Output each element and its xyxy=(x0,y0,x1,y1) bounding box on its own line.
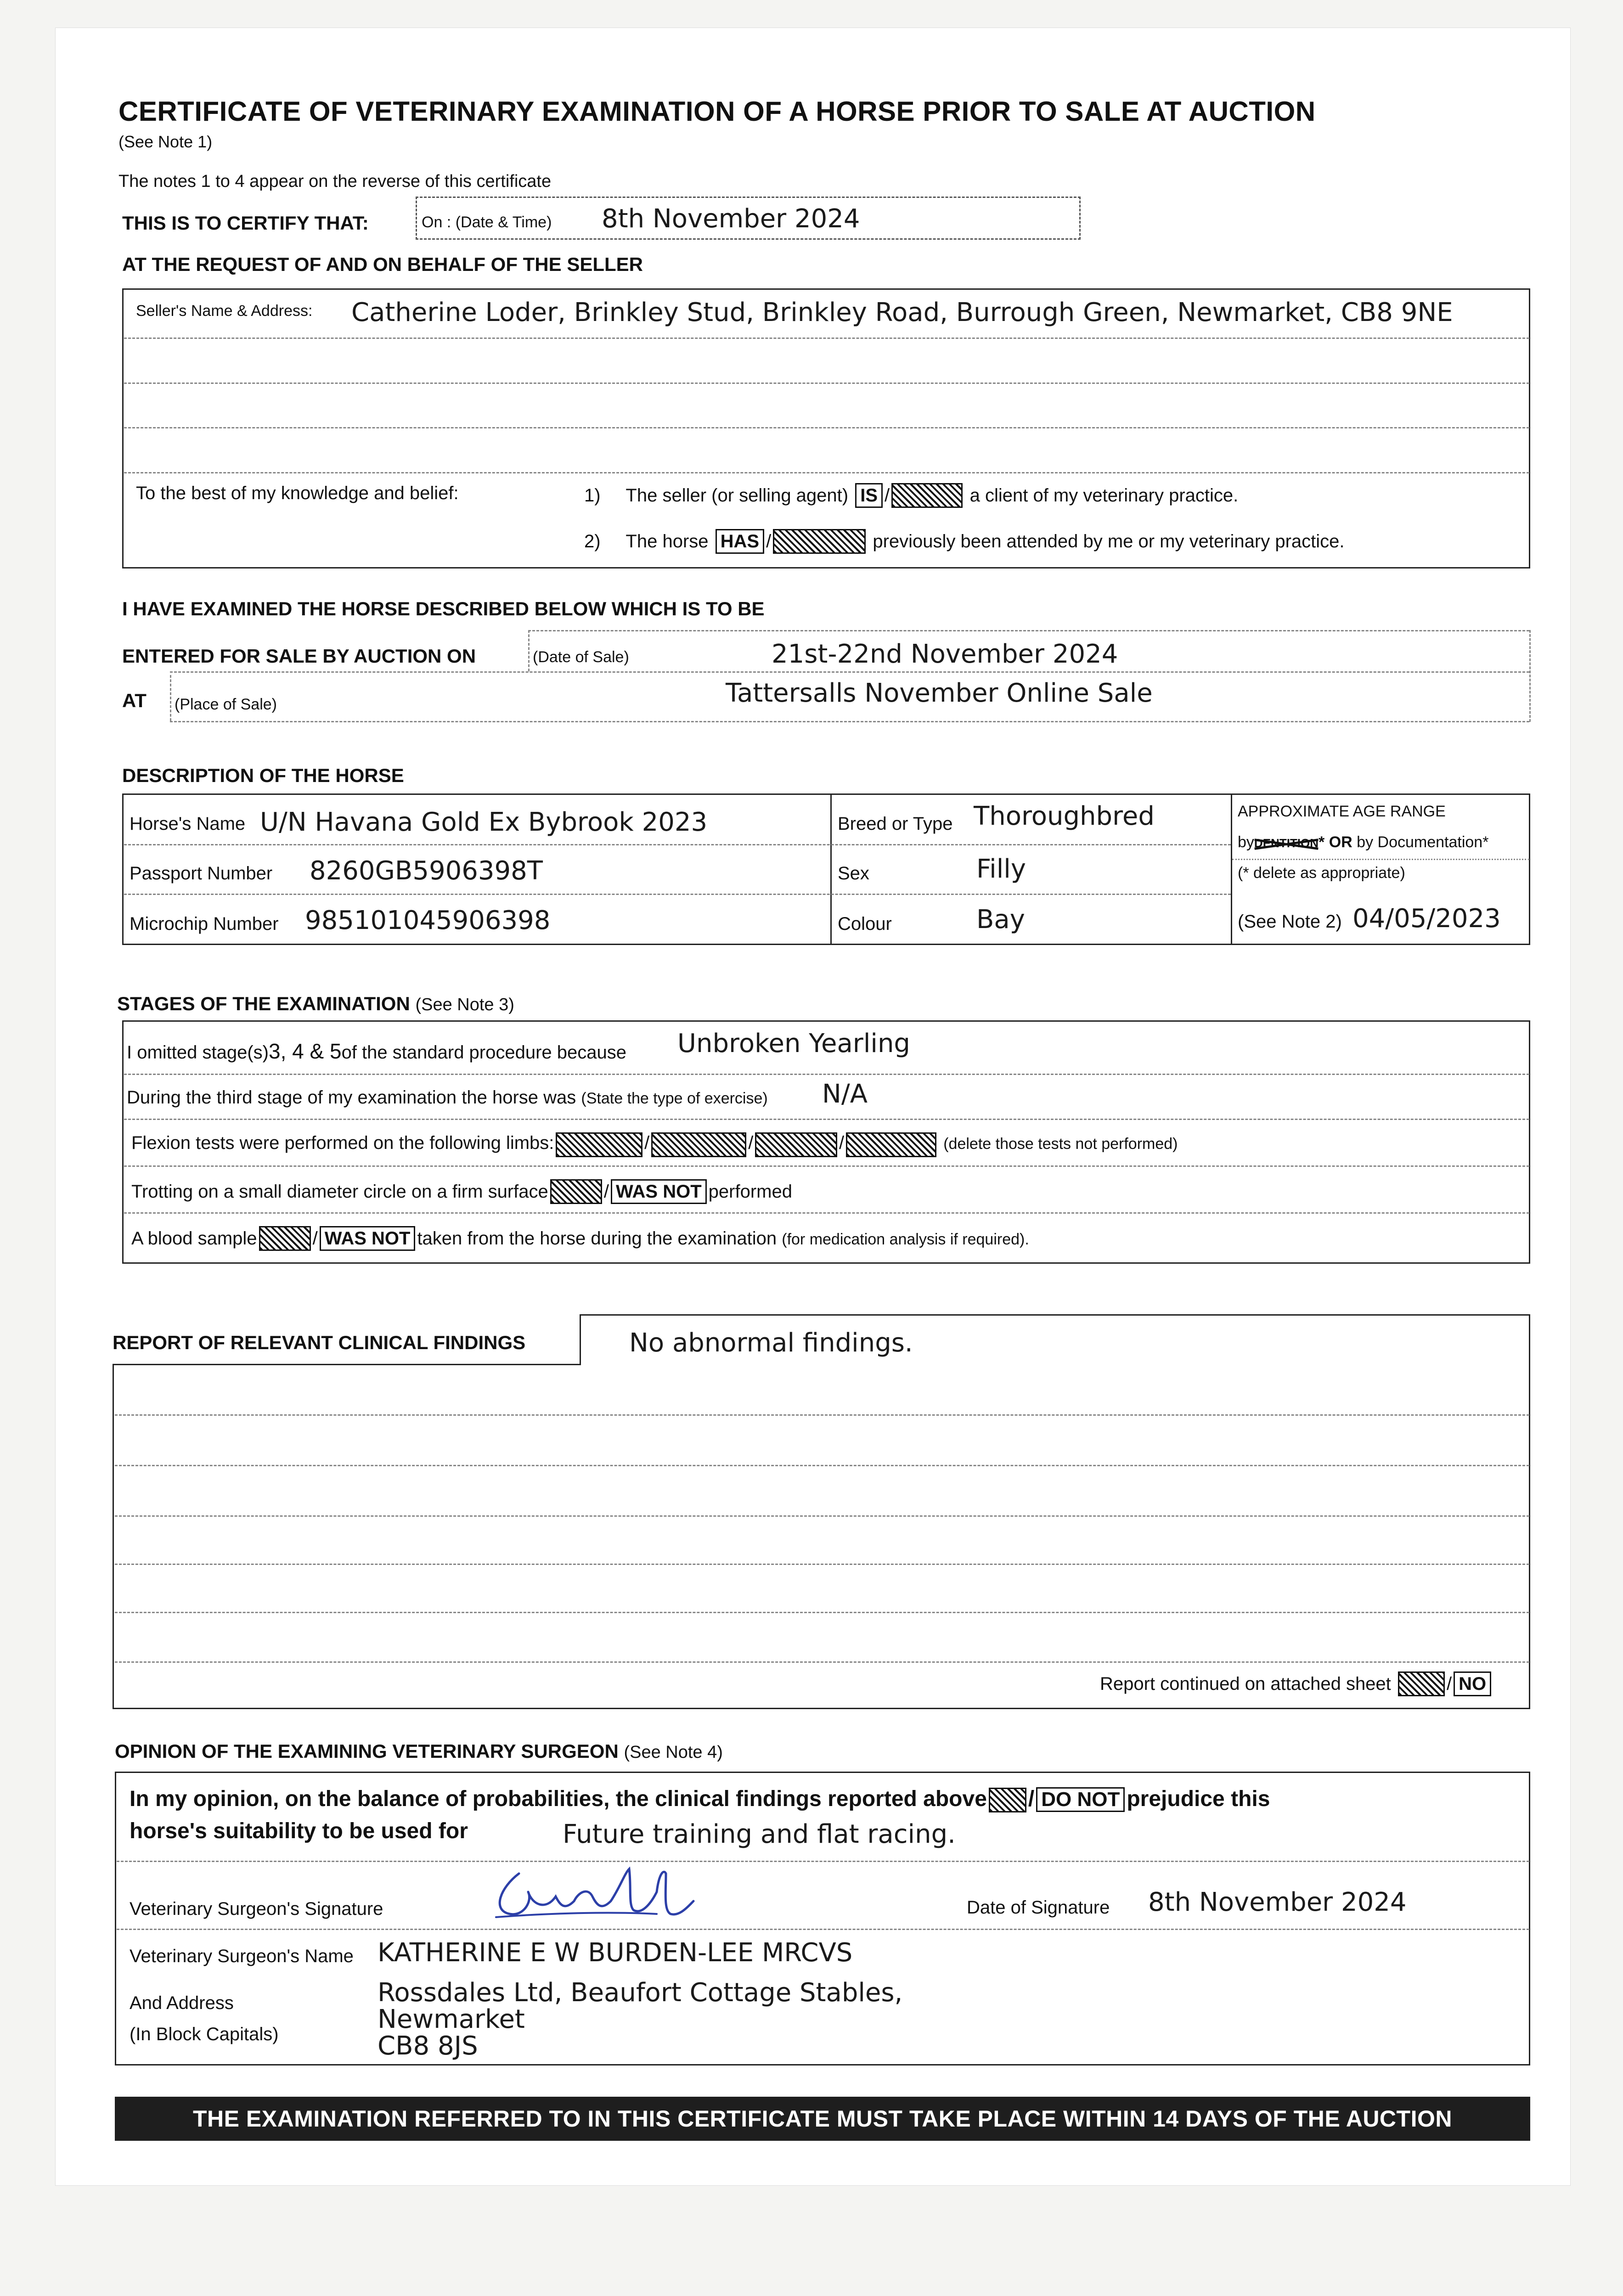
certify-label: THIS IS TO CERTIFY THAT: xyxy=(122,212,369,234)
report-line-2 xyxy=(115,1465,1529,1466)
stages-heading-text: STAGES OF THE EXAMINATION xyxy=(117,993,410,1014)
place-divider xyxy=(170,675,171,721)
microchip-label: Microchip Number xyxy=(130,914,279,934)
sex-label: Sex xyxy=(838,863,869,884)
statement-1-text: The seller (or selling agent) xyxy=(626,485,849,506)
omitted-row xyxy=(127,1039,626,1064)
seller-line-1 xyxy=(124,338,1529,339)
horse-name-value: U/N Havana Gold Ex Bybrook 2023 xyxy=(260,807,708,837)
opinion-do-not[interactable]: DO NOT xyxy=(1036,1787,1125,1812)
flexion-right-fore-struck[interactable] xyxy=(651,1132,746,1157)
horse-row-2 xyxy=(124,894,1231,895)
report-heading: REPORT OF RELEVANT CLINICAL FINDINGS xyxy=(113,1332,526,1353)
age-value: 04/05/2023 xyxy=(1352,904,1501,934)
address-label-1: And Address xyxy=(130,1993,234,2013)
statement-2-end: previously been attended by me or my veterinary practice. xyxy=(873,531,1345,551)
statement-1-end: a client of my veterinary practice. xyxy=(969,485,1239,506)
horse-col-2 xyxy=(1231,793,1232,945)
statement-1: 1) The seller (or selling agent) IS / a client of my veterinary practice. xyxy=(584,483,1238,508)
flexion-left-hind-struck[interactable] xyxy=(755,1132,837,1157)
signature-image xyxy=(482,1860,730,1924)
blood-was-not[interactable]: WAS NOT xyxy=(320,1226,416,1251)
third-stage-label: During the third stage of my examination the horse was xyxy=(127,1087,576,1108)
stages-line-2 xyxy=(124,1119,1529,1120)
statement-2-text: The horse xyxy=(626,531,709,551)
stages-heading xyxy=(117,993,514,1015)
omitted-value: 3, 4 & 5 xyxy=(269,1039,342,1063)
footer-banner-text: THE EXAMINATION REFERRED TO IN THIS CERTIFICATE MUST TAKE PLACE WITHIN 14 DAYS OF THE AUCTION xyxy=(193,2106,1452,2132)
trot-post: performed xyxy=(708,1182,792,1202)
report-line-3 xyxy=(115,1515,1529,1517)
omitted-pre: I omitted stage(s) xyxy=(127,1042,269,1063)
vet-name-value: KATHERINE E W BURDEN-LEE MRCVS xyxy=(378,1938,853,1968)
sale-mid-line xyxy=(170,671,1529,673)
on-date-value: 8th November 2024 xyxy=(602,204,860,234)
knowledge-label: To the best of my knowledge and belief: xyxy=(136,483,459,503)
report-heading-divider xyxy=(580,1314,581,1365)
stages-line-4 xyxy=(124,1212,1529,1214)
on-date-label: On : (Date & Time) xyxy=(422,214,552,231)
microchip-value: 985101045906398 xyxy=(305,906,551,935)
third-stage-value: N/A xyxy=(822,1079,868,1109)
vet-name-label: Veterinary Surgeon's Name xyxy=(130,1946,354,1966)
age-delete-note: (* delete as appropriate) xyxy=(1238,864,1405,882)
report-box xyxy=(113,1314,1530,1709)
date-sig-value: 8th November 2024 xyxy=(1148,1887,1407,1917)
horse-name-label: Horse's Name xyxy=(130,814,246,834)
blood-row: A blood sample / WAS NOT taken from the horse during the examination (for medication analysis if required). xyxy=(131,1226,1029,1251)
seller-value: Catherine Loder, Brinkley Stud, Brinkley Road, Burrough Green, Newmarket, CB8 9NE xyxy=(351,298,1453,327)
address-line-1: Rossdales Ltd, Beaufort Cottage Stables, xyxy=(378,1978,903,2008)
breed-label: Breed or Type xyxy=(838,814,953,834)
continued-yes-struck[interactable] xyxy=(1398,1671,1445,1696)
address-line-2: Newmarket xyxy=(378,2004,525,2034)
sex-value: Filly xyxy=(976,854,1026,884)
seller-box xyxy=(122,288,1530,568)
sale-heading-2: ENTERED FOR SALE BY AUCTION ON xyxy=(122,645,476,667)
opinion-heading xyxy=(115,1740,723,1762)
opinion-text-post: prejudice this xyxy=(1127,1787,1270,1811)
report-value: No abnormal findings. xyxy=(629,1328,913,1358)
opinion-line-b xyxy=(117,1929,1529,1930)
opinion-text-pre: In my opinion, on the balance of probabilities, the clinical findings reported above xyxy=(130,1787,987,1811)
report-heading-bottom xyxy=(113,1364,581,1365)
opinion-use-value: Future training and flat racing. xyxy=(563,1819,956,1849)
flexion-left-fore-struck[interactable] xyxy=(556,1132,642,1157)
horse-row-1 xyxy=(124,844,1231,845)
place-value: Tattersalls November Online Sale xyxy=(726,678,1153,708)
sale-heading-1: I HAVE EXAMINED THE HORSE DESCRIBED BELOW WHICH IS TO BE xyxy=(122,598,765,619)
trot-was-not[interactable]: WAS NOT xyxy=(611,1179,707,1204)
opinion-heading-text: OPINION OF THE EXAMINING VETERINARY SURGEON xyxy=(115,1740,619,1762)
sale-date-value: 21st-22nd November 2024 xyxy=(772,639,1118,669)
blood-post: taken from the horse during the examination xyxy=(417,1228,777,1249)
age-doc: by Documentation* xyxy=(1357,833,1489,851)
flexion-right-hind-struck[interactable] xyxy=(846,1132,936,1157)
is-option[interactable]: IS xyxy=(855,483,883,508)
has-not-option-struck[interactable] xyxy=(773,529,866,554)
notes-line: The notes 1 to 4 appear on the reverse of this certificate xyxy=(118,172,552,191)
opinion-heading-note: (See Note 4) xyxy=(624,1743,723,1762)
report-continued-label: Report continued on attached sheet xyxy=(1100,1674,1391,1694)
report-continued-row: Report continued on attached sheet / NO xyxy=(1100,1671,1493,1696)
trot-was-struck[interactable] xyxy=(550,1179,602,1204)
age-dentition-struck[interactable]: DENTITION xyxy=(1254,836,1319,850)
horse-heading: DESCRIPTION OF THE HORSE xyxy=(122,765,404,786)
seller-label: Seller's Name & Address: xyxy=(136,302,313,320)
blood-note: (for medication analysis if required). xyxy=(782,1231,1029,1248)
age-method xyxy=(1238,833,1488,851)
report-line-6 xyxy=(115,1661,1529,1663)
report-line-1 xyxy=(115,1414,1529,1416)
passport-label: Passport Number xyxy=(130,863,273,884)
request-label: AT THE REQUEST OF AND ON BEHALF OF THE SELLER xyxy=(122,253,643,275)
blood-was-struck[interactable] xyxy=(259,1226,311,1251)
stages-line-3 xyxy=(124,1165,1529,1167)
age-see-note: (See Note 2) xyxy=(1238,912,1342,932)
certificate-title: CERTIFICATE OF VETERINARY EXAMINATION OF A HORSE PRIOR TO SALE AT AUCTION xyxy=(118,96,1316,127)
sale-right-line xyxy=(1529,630,1531,722)
omitted-post: of the standard procedure because xyxy=(341,1042,627,1063)
report-line-5 xyxy=(115,1612,1529,1613)
date-sig-label: Date of Signature xyxy=(967,1897,1110,1918)
sale-divider xyxy=(528,630,530,671)
flexion-row: Flexion tests were performed on the following limbs: / / / (delete those tests not performed) xyxy=(131,1132,1178,1157)
stages-heading-note: (See Note 3) xyxy=(415,995,514,1014)
stages-line-1 xyxy=(124,1074,1529,1075)
colour-label: Colour xyxy=(838,914,892,934)
statement-2: 2) The horse HAS / previously been attended by me or my veterinary practice. xyxy=(584,529,1345,554)
trot-row: Trotting on a small diameter circle on a firm surface / WAS NOT performed xyxy=(131,1179,792,1204)
opinion-do-struck[interactable] xyxy=(989,1788,1026,1812)
sale-bottom-line xyxy=(170,721,1529,722)
sale-date-label: (Date of Sale) xyxy=(533,648,629,666)
third-stage-row xyxy=(127,1087,768,1108)
seller-line-4 xyxy=(124,472,1529,473)
passport-value: 8260GB5906398T xyxy=(310,856,543,886)
report-top-edge xyxy=(580,1314,1530,1316)
opinion-line-a xyxy=(117,1861,1529,1862)
age-by: by xyxy=(1238,833,1254,851)
age-or: * OR xyxy=(1319,833,1352,851)
at-label: AT xyxy=(122,690,147,711)
omitted-reason: Unbroken Yearling xyxy=(677,1029,910,1058)
seller-line-3 xyxy=(124,427,1529,428)
address-label-2: (In Block Capitals) xyxy=(130,2024,279,2044)
footer-banner xyxy=(115,2097,1530,2141)
seller-line-2 xyxy=(124,383,1529,384)
age-heading: APPROXIMATE AGE RANGE xyxy=(1238,803,1446,820)
age-line xyxy=(1232,859,1529,860)
continued-no[interactable]: NO xyxy=(1454,1671,1491,1696)
blood-label: A blood sample xyxy=(131,1228,257,1249)
horse-col-1 xyxy=(830,793,832,945)
has-option[interactable]: HAS xyxy=(716,529,764,554)
flexion-label: Flexion tests were performed on the following limbs: xyxy=(131,1133,554,1153)
report-line-4 xyxy=(115,1564,1529,1565)
is-not-option-struck[interactable] xyxy=(891,483,963,508)
breed-value: Thoroughbred xyxy=(974,801,1155,831)
sale-top-line xyxy=(528,630,1529,631)
place-label: (Place of Sale) xyxy=(175,696,277,713)
opinion-line-2: horse's suitability to be used for xyxy=(130,1819,468,1843)
statement-2-num: 2) xyxy=(584,531,601,551)
report-left-edge xyxy=(113,1364,114,1709)
address-line-3: CB8 8JS xyxy=(378,2031,478,2061)
colour-value: Bay xyxy=(976,905,1025,934)
statement-1-num: 1) xyxy=(584,485,601,506)
title-note: (See Note 1) xyxy=(118,132,213,151)
signature-label: Veterinary Surgeon's Signature xyxy=(130,1899,383,1919)
third-stage-note: (State the type of exercise) xyxy=(581,1090,768,1107)
flexion-note: (delete those tests not performed) xyxy=(943,1135,1178,1153)
trot-label: Trotting on a small diameter circle on a firm surface xyxy=(131,1182,548,1202)
opinion-line-1: In my opinion, on the balance of probabilities, the clinical findings reported above / DO NOT prejudice this xyxy=(130,1786,1270,1812)
